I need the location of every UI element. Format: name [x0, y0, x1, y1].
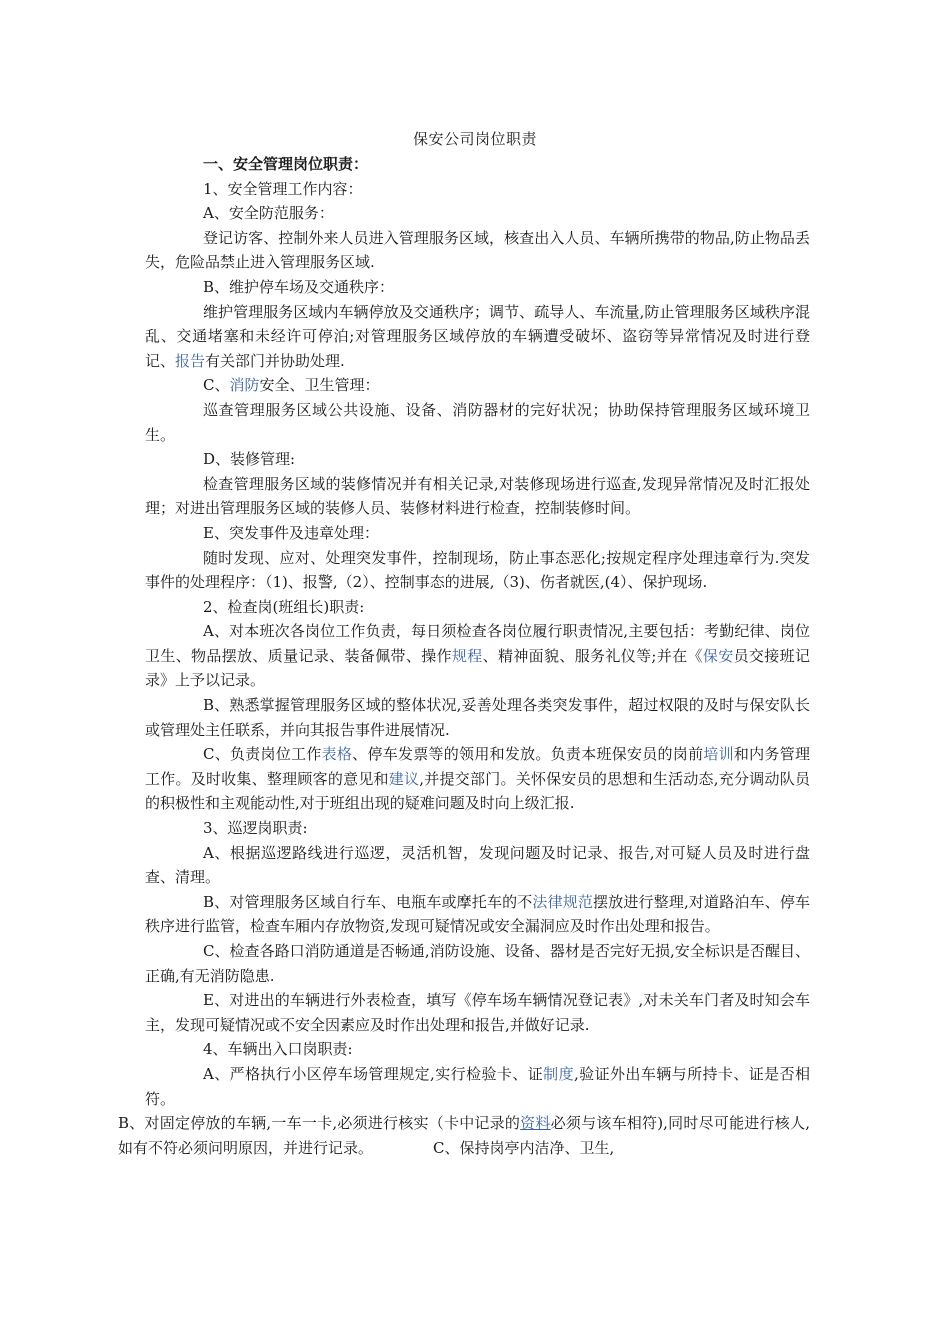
- regulation-link[interactable]: 法律规范: [532, 892, 594, 911]
- subsection-heading: 3、巡逻岗职责:: [203, 819, 308, 838]
- form-link[interactable]: 表格: [321, 745, 353, 764]
- item-body: [145, 619, 810, 693]
- text-run: B、对固定停放的车辆,一车一卡,必须进行核实（卡中记录的: [118, 1114, 521, 1133]
- text-run: ,并提交部门。关怀保安员的思想和生活动态,充分调动队员的积极性和主观能动性,对于班组出现的疑难问题及时向上级汇报.: [145, 769, 810, 813]
- item-body: B、熟悉掌握管理服务区域的整体状况,妥善处理各类突发事件，超过权限的及时与保安队长或管理处主任联系，并向其报告事件进展情况.: [145, 696, 810, 739]
- text-run: C、保持岗亭内洁净、卫生,: [433, 1138, 615, 1157]
- subsection-heading: 1、安全管理工作内容：: [203, 179, 363, 198]
- text-run: C、负责岗位工作: [203, 745, 322, 764]
- item-body: E、对进出的车辆进行外表检查，填写《停车场车辆情况登记表》,对未关车门者及时知会车主，发现可疑情况或不安全因素应及时作出处理和报告,并做好记录.: [145, 991, 810, 1034]
- text-run: 、精神面貌、服务礼仪等;并在《: [482, 646, 703, 665]
- text-run: A、严格执行小区停车场管理规定,实行检验卡、证: [203, 1064, 544, 1083]
- item-title: B、维护停车场及交通秩序：: [203, 277, 395, 296]
- document-title: 保安公司岗位职责: [412, 130, 537, 148]
- fire-safety-link[interactable]: 消防: [229, 376, 260, 395]
- text-run: 摆放进行整理,对道路泊车、停车秩序进行监管，检查车厢内存放物资,发现可疑情况或安全漏洞应及时作出处理和报告。: [145, 892, 810, 936]
- section-heading: 一、安全管理岗位职责：: [203, 155, 369, 173]
- item-body: A、根据巡逻路线进行巡逻，灵活机智，发现问题及时记录、报告,对可疑人员及时进行盘查、清理。: [145, 843, 810, 887]
- report-link[interactable]: 报告: [175, 351, 206, 370]
- text-run: 必须与该车相符),同时尽可能进行核人,如有不符必须问明原因，并进行记录。: [118, 1114, 811, 1157]
- item-body: [118, 1111, 810, 1160]
- text-run: C、: [203, 376, 230, 395]
- item-title: E、突发事件及违章处理：: [203, 523, 379, 542]
- suggestion-link[interactable]: 建议: [388, 769, 420, 788]
- item-body: [145, 300, 810, 374]
- text-run: B、对管理服务区域自行车、电瓶车或摩托车的不: [203, 892, 533, 911]
- item-title: A、安全防范服务：: [203, 204, 334, 223]
- item-body: C、检查各路口消防通道是否畅通,消防设施、设备、器材是否完好无损,安全标识是否醒目、正确,有无消防隐患.: [145, 942, 810, 985]
- training-link[interactable]: 培训: [703, 745, 734, 764]
- text-run: 安全、卫生管理：: [259, 376, 380, 395]
- text-run: 维护管理服务区域内车辆停放及交通秩序；调节、疏导人、车流量,防止管理服务区域秩序混乱、交通堵塞和未经许可停泊;对管理服务区域停放的车辆遭受破坏、盗窃等异常情况及时进行登记、: [145, 302, 810, 370]
- text-run: 和内务管理工作。及时收集、整理顾客的意见和: [145, 745, 810, 788]
- item-body: [145, 1062, 810, 1111]
- subsection-heading: 4、车辆出入口岗职责:: [203, 1040, 353, 1059]
- data-link[interactable]: 资料: [520, 1114, 551, 1133]
- item-body: 登记访客、控制外来人员进入管理服务区域，核查出入人员、车辆所携带的物品,防止物品丢失，危险品禁止进入管理服务区域.: [145, 228, 810, 272]
- system-link[interactable]: 制度: [543, 1064, 574, 1083]
- text-run: 有关部门并协助处理.: [205, 351, 345, 370]
- item-body: 巡查管理服务区域公共设施、设备、消防器材的完好状况；协助保持管理服务区域环境卫生。: [145, 400, 810, 444]
- text-run: ,验证外出车辆与所持卡、证是否相符。: [145, 1064, 810, 1108]
- document-body: [118, 152, 811, 1160]
- item-body: 随时发现、应对、处理突发事件，控制现场，防止事态恶化;按规定程序处理违章行为.突发事件的处理程序：（1)、报警,（2）、控制事态的进展,（3)、伤者就医,(4）、保护现场.: [145, 548, 810, 592]
- text-run: 员交接班记录》上予以记录。: [145, 646, 810, 690]
- text-run: A、对本班次各岗位工作负责，每日须检查各岗位履行职责情况,主要包括：考勤纪律、岗位卫生、物品摆放、质量记录、装备佩带、操作: [145, 622, 810, 665]
- item-title: D、装修管理:: [203, 450, 296, 469]
- item-body: 检查管理服务区域的装修情况并有相关记录,对装修现场进行巡查,发现异常情况及时汇报处理；对进出管理服务区域的装修人员、装修材料进行检查，控制装修时间。: [145, 474, 810, 518]
- text-run: 、停车发票等的领用和发放。负责本班保安员的岗前: [352, 745, 704, 764]
- procedure-link[interactable]: 规程: [451, 646, 483, 665]
- item-body: [145, 890, 810, 939]
- item-title: [145, 373, 810, 398]
- security-link[interactable]: 保安: [702, 646, 734, 665]
- item-body: [145, 742, 810, 816]
- subsection-heading: 2、检查岗(班组长)职责:: [203, 597, 365, 616]
